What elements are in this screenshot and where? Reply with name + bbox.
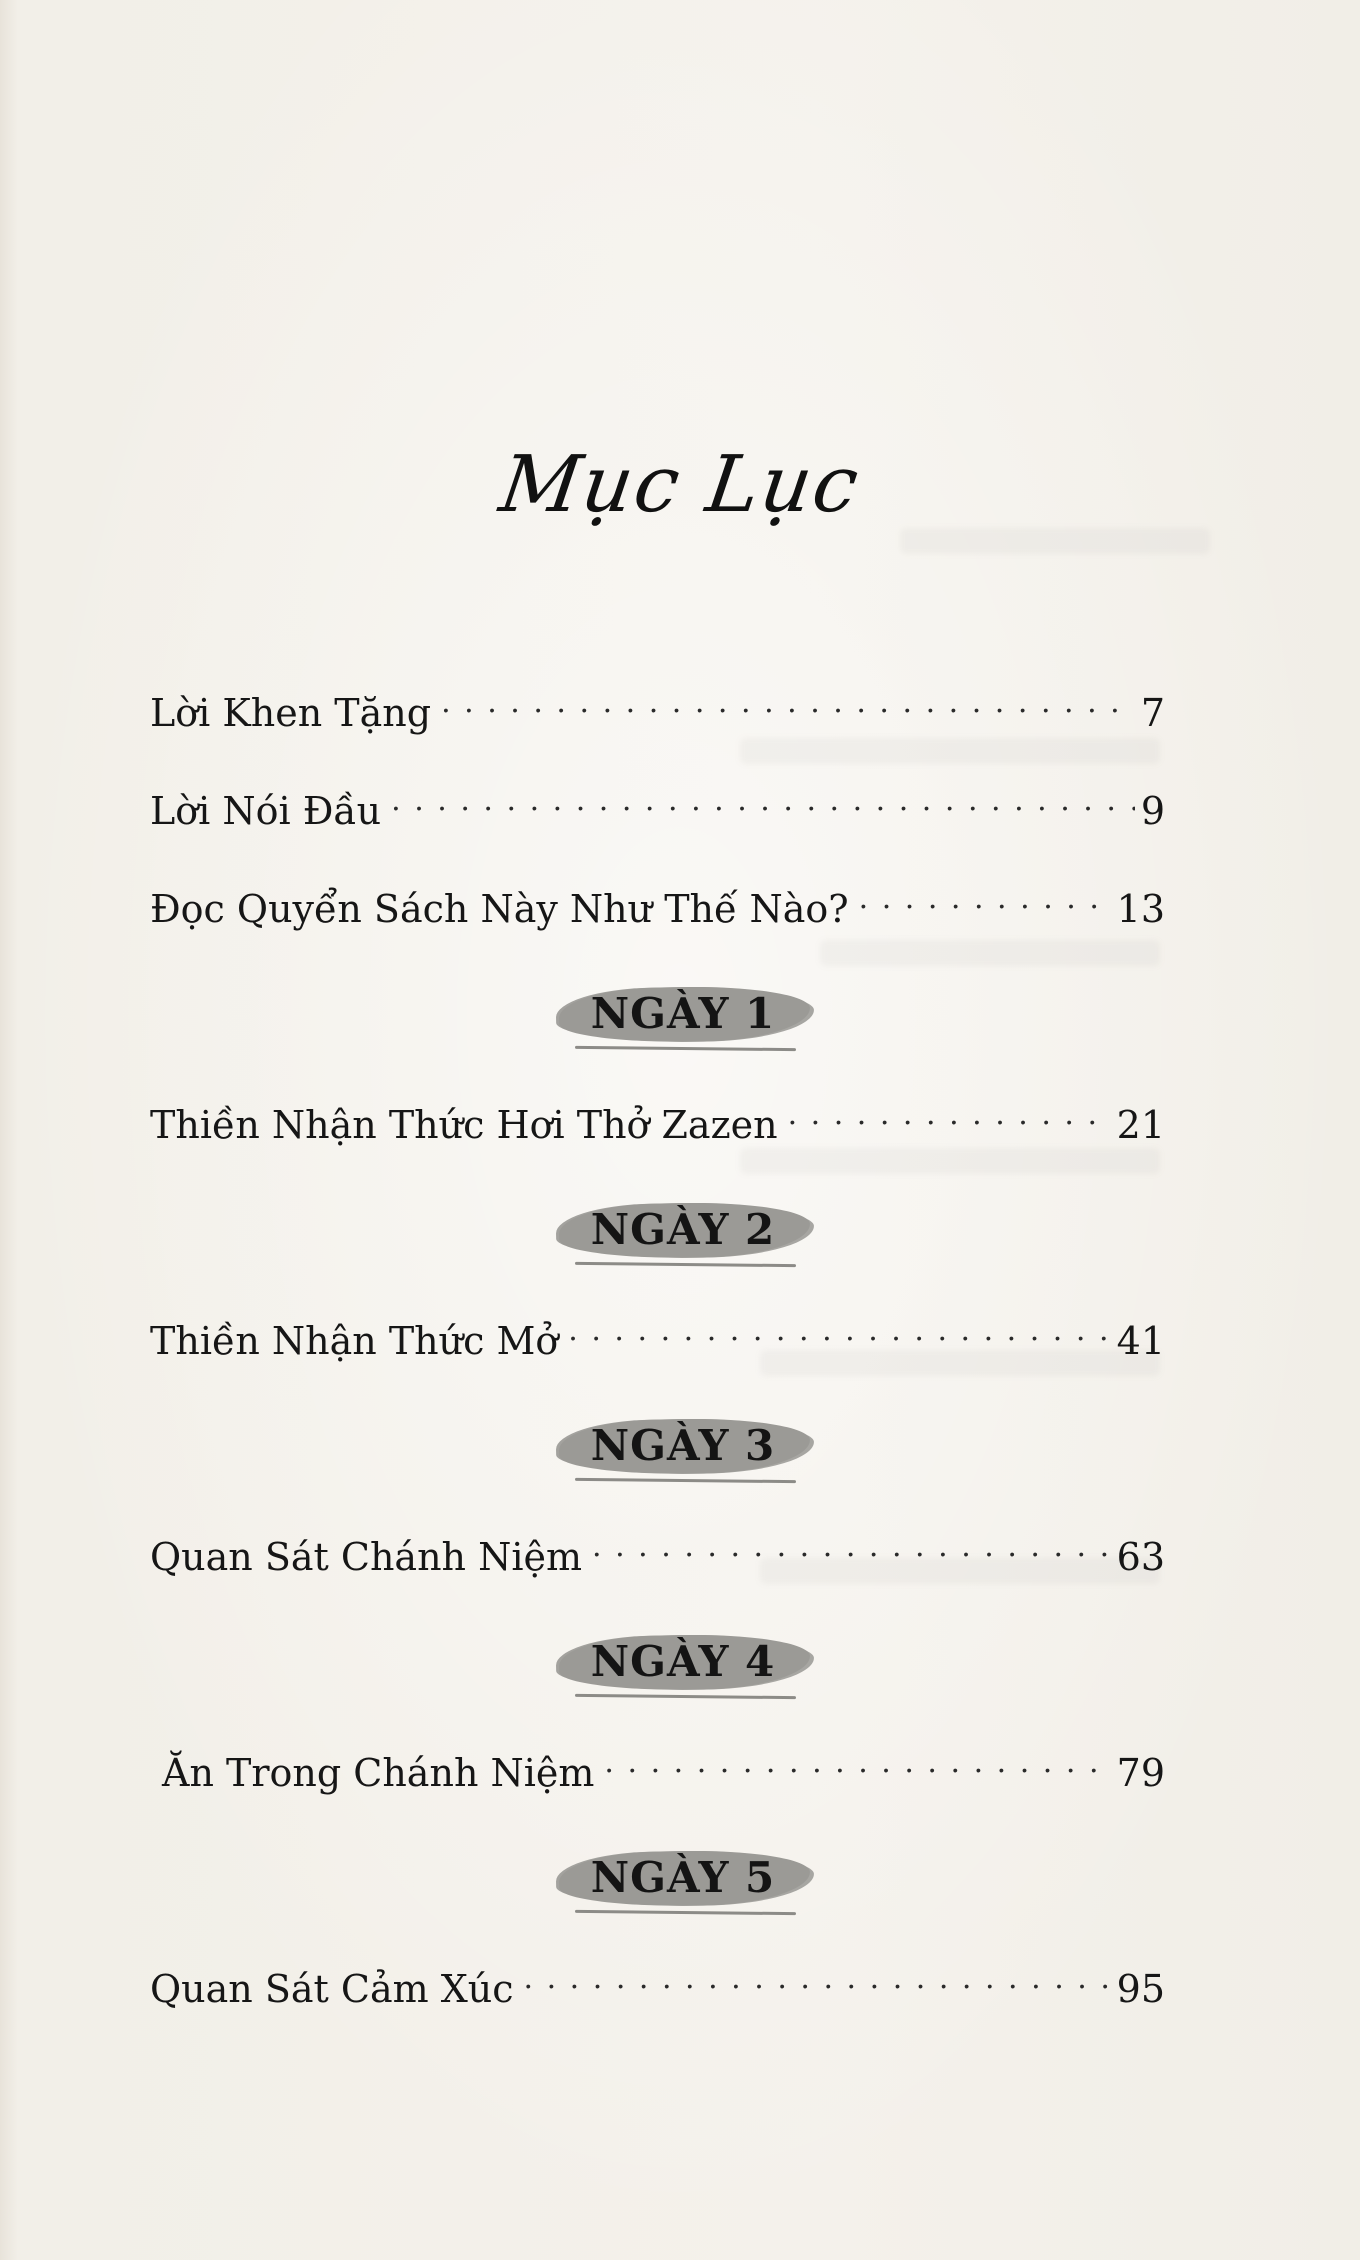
dot-leader xyxy=(568,1308,1110,1354)
toc-entry[interactable] xyxy=(150,778,1165,833)
toc-entry-label: Quan Sát Chánh Niệm xyxy=(150,1535,583,1579)
day-heading xyxy=(0,1398,1360,1492)
dot-leader xyxy=(788,1092,1111,1138)
day-badge: NGÀY 2 xyxy=(557,1199,804,1260)
toc-entry-page: 13 xyxy=(1116,887,1165,931)
dot-leader xyxy=(592,1524,1111,1570)
day-badge: NGÀY 1 xyxy=(557,983,804,1044)
day-heading xyxy=(0,1830,1360,1924)
toc-entry-page: 7 xyxy=(1140,691,1165,735)
toc-entry-label: Thiền Nhận Thức Hơi Thở Zazen xyxy=(150,1103,778,1147)
dot-leader xyxy=(391,778,1135,824)
toc-entry-label: Đọc Quyển Sách Này Như Thế Nào? xyxy=(150,887,849,931)
day-heading xyxy=(0,1614,1360,1708)
toc-entry[interactable] xyxy=(150,1092,1165,1147)
toc-entry[interactable] xyxy=(150,876,1165,931)
toc-entry[interactable] xyxy=(150,680,1165,735)
dot-leader xyxy=(859,876,1111,922)
toc-entry-label: Quan Sát Cảm Xúc xyxy=(150,1967,514,2011)
toc-entry-label: Ăn Trong Chánh Niệm xyxy=(162,1751,595,1795)
toc-entry[interactable] xyxy=(150,1524,1165,1579)
day-heading xyxy=(0,1182,1360,1276)
day-heading xyxy=(0,966,1360,1060)
dot-leader xyxy=(524,1956,1111,2002)
toc-entry-label: Lời Nói Đầu xyxy=(150,789,382,833)
page-title: Mục Lục xyxy=(494,440,866,530)
toc-entry-page: 9 xyxy=(1140,789,1165,833)
toc-entry[interactable] xyxy=(150,1956,1165,2011)
toc-entry-page: 95 xyxy=(1116,1967,1165,2011)
toc-entry[interactable] xyxy=(150,1740,1165,1795)
toc-entry-page: 79 xyxy=(1116,1751,1165,1795)
day-badge: NGÀY 3 xyxy=(557,1415,804,1476)
table-of-contents xyxy=(150,680,1165,2011)
toc-entry[interactable] xyxy=(150,1308,1165,1363)
toc-entry-page: 21 xyxy=(1116,1103,1165,1147)
day-badge: NGÀY 5 xyxy=(557,1847,804,1908)
toc-entry-label: Thiền Nhận Thức Mở xyxy=(150,1319,559,1363)
toc-entry-page: 41 xyxy=(1116,1319,1165,1363)
dot-leader xyxy=(604,1740,1110,1786)
day-badge: NGÀY 4 xyxy=(557,1631,804,1692)
dot-leader xyxy=(441,680,1135,726)
toc-entry-label: Lời Khen Tặng xyxy=(150,691,432,735)
toc-entry-page: 63 xyxy=(1116,1535,1165,1579)
